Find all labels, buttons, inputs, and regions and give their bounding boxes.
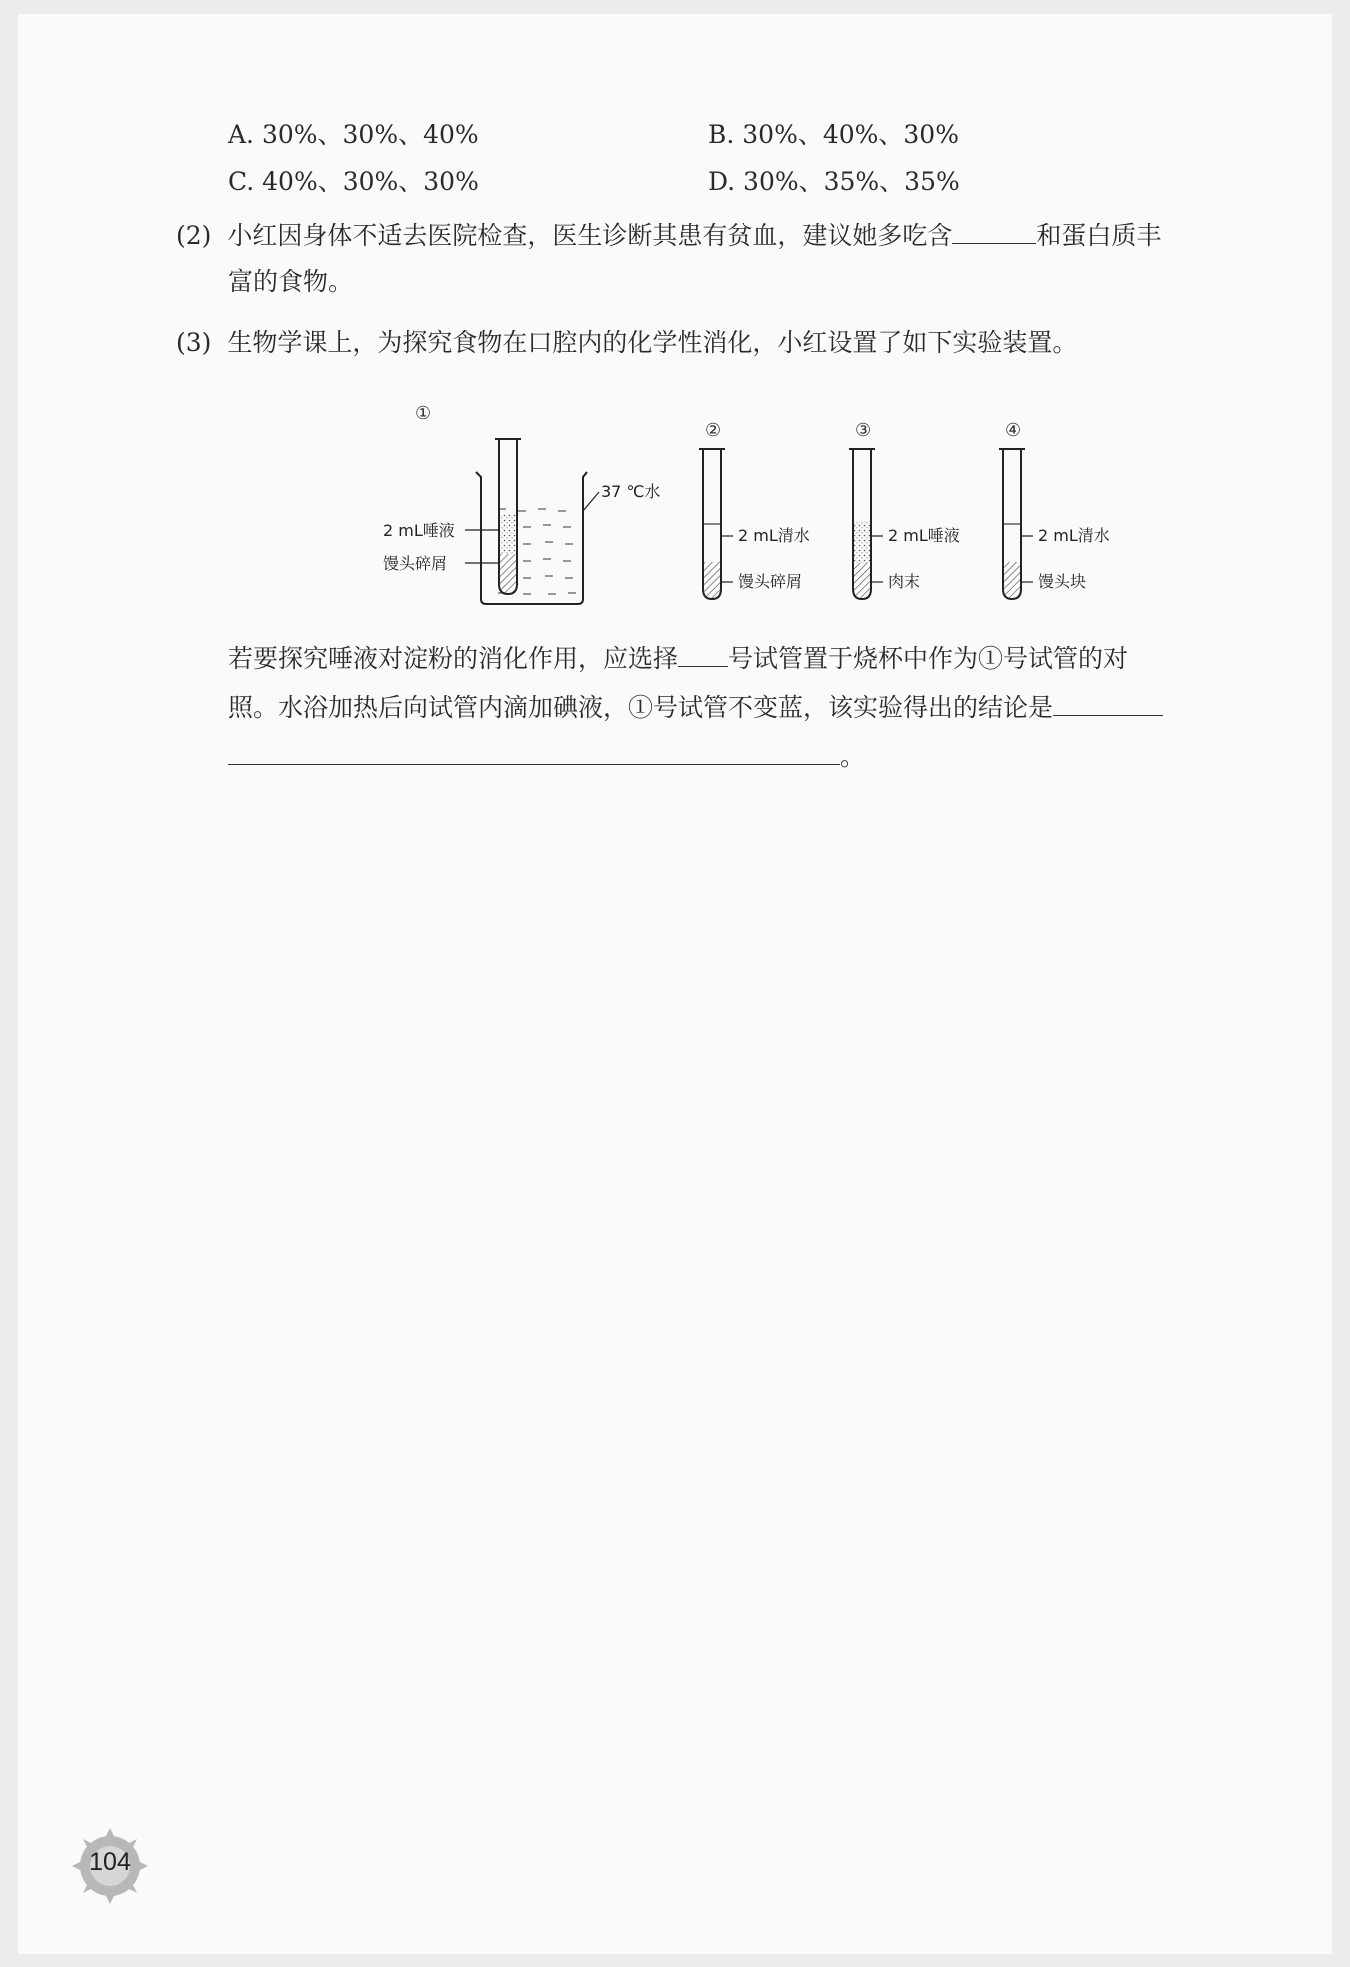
option-d: D. 30%、35%、35% <box>708 167 960 196</box>
tube-4-bread-label: 馒头块 <box>1038 572 1087 591</box>
answer-blank-conclusion[interactable] <box>228 738 840 765</box>
question-3-para-1 <box>228 640 1128 676</box>
tube-4-water-label: 2 mL清水 <box>1038 526 1110 545</box>
tube-3-meat-label: 肉末 <box>888 572 921 591</box>
option-a: A. 30%、30%、40% <box>228 120 479 149</box>
answer-blank-nutrient[interactable] <box>952 217 1036 244</box>
question-2-number: (2) <box>176 221 212 250</box>
tube-1-number: ① <box>415 403 432 424</box>
question-3-para-1-text: 若要探究唾液对淀粉的消化作用，应选择 <box>228 644 679 673</box>
tube-3-meat <box>854 563 870 598</box>
worksheet-page <box>18 14 1332 1954</box>
question-3-para-3 <box>228 738 865 774</box>
page-number: 104 <box>89 1848 131 1876</box>
experiment-figure <box>373 399 1133 614</box>
tube-1-bread-label: 馒头碎屑 <box>383 554 448 573</box>
tube-1-bread <box>500 554 516 593</box>
question-3-para-2 <box>228 689 1163 725</box>
tube-4-number: ④ <box>1005 420 1022 441</box>
question-3-para-1-tail: 号试管置于烧杯中作为①号试管的对 <box>728 644 1129 673</box>
tube-2-water-label: 2 mL清水 <box>738 526 810 545</box>
question-3-line-1 <box>176 326 1077 360</box>
page-number-badge <box>70 1826 150 1906</box>
option-c: C. 40%、30%、30% <box>228 167 479 196</box>
period-mark: 。 <box>840 742 866 771</box>
question-3-number: (3) <box>176 328 212 357</box>
test-tube-diagram <box>373 399 1133 614</box>
option-b: B. 30%、40%、30% <box>708 120 959 149</box>
tube-1-saliva <box>500 514 516 554</box>
tube-2-number: ② <box>705 420 722 441</box>
question-2-text: 小红因身体不适去医院检查，医生诊断其患有贫血，建议她多吃含 <box>227 221 953 250</box>
question-2-text-tail: 和蛋白质丰 <box>1036 221 1162 250</box>
water-temp-label: 37 ℃水 <box>601 482 661 501</box>
answer-blank-conclusion-start[interactable] <box>1053 689 1163 716</box>
tube-2-bread <box>704 562 720 598</box>
tube-4-bread-block <box>1004 562 1020 598</box>
beaker <box>476 472 587 604</box>
question-2-line-2: 富的食物。 <box>228 267 354 296</box>
tube-3-saliva <box>854 521 870 563</box>
tube-2-bread-label: 馒头碎屑 <box>738 572 803 591</box>
question-2-line-1 <box>176 217 1161 253</box>
answer-blank-tube[interactable] <box>678 640 728 667</box>
question-3-para-2-text: 照。水浴加热后向试管内滴加碘液，①号试管不变蓝，该实验得出的结论是 <box>228 693 1054 722</box>
tube-3-saliva-label: 2 mL唾液 <box>888 526 960 545</box>
tube-1-saliva-label: 2 mL唾液 <box>383 521 455 540</box>
tube-3-number: ③ <box>855 420 872 441</box>
question-3-text: 生物学课上，为探究食物在口腔内的化学性消化，小红设置了如下实验装置。 <box>227 328 1078 357</box>
